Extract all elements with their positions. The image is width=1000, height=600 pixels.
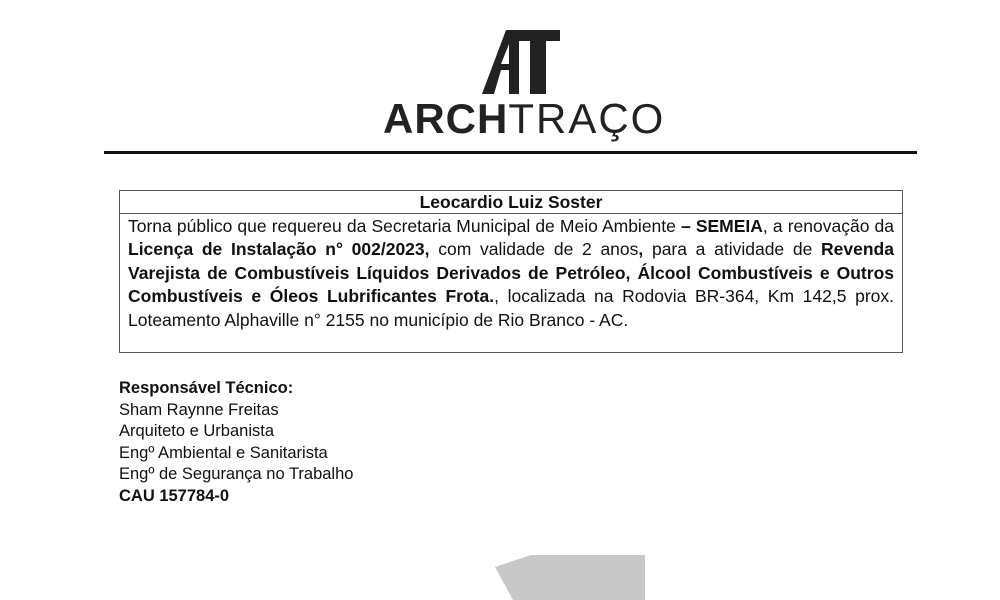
brand-name-light: TRAÇO [508, 95, 666, 142]
notice-bold-license: Licença de Instalação n° 002/2023, [128, 239, 430, 260]
notice-text-2: , a renovação da [762, 216, 895, 236]
responsible-heading: Responsável Técnico: [119, 379, 294, 397]
notice-body [120, 214, 902, 332]
technical-responsible [119, 378, 353, 508]
responsible-name: Sham Raynne Freitas [119, 400, 279, 419]
responsible-title: Arquiteto e Urbanista [119, 422, 275, 441]
watermark-shape-icon [495, 555, 655, 600]
notice-bold-comma: , [638, 239, 644, 260]
notice-text-1: Torna público que requereu da Secretaria Municipal de Meio Ambiente [128, 216, 681, 236]
responsible-title: Engº Ambiental e Sanitarista [119, 443, 328, 462]
at-monogram-icon [482, 30, 560, 94]
brand-name-bold: ARCH [383, 95, 509, 142]
brand-header [0, 0, 1000, 150]
notice-text-4: para a atividade de [643, 239, 822, 260]
notice-text-3: com validade de 2 anos [429, 239, 639, 260]
brand-name [383, 96, 665, 142]
notice-bold-1: – SEMEIA [680, 216, 763, 236]
public-notice-box [119, 190, 903, 353]
registration-number: CAU 157784-0 [119, 486, 230, 505]
notice-title: Leocardio Luiz Soster [120, 191, 902, 214]
responsible-title: Engº de Segurança no Trabalho [119, 465, 354, 484]
notice-text-5: , localizada na Rodovia BR-364, Km 142,5 prox. Loteamento Alphaville n° 2155 no município de Rio Branco - AC. [128, 286, 894, 330]
header-divider [104, 151, 917, 154]
notice-bold-activity: Revenda Varejista de Combustíveis Líquidos Derivados de Petróleo, Álcool Combustíveis e Outros Combustíveis e Óleos Lubrificantes Frota. [128, 239, 894, 307]
